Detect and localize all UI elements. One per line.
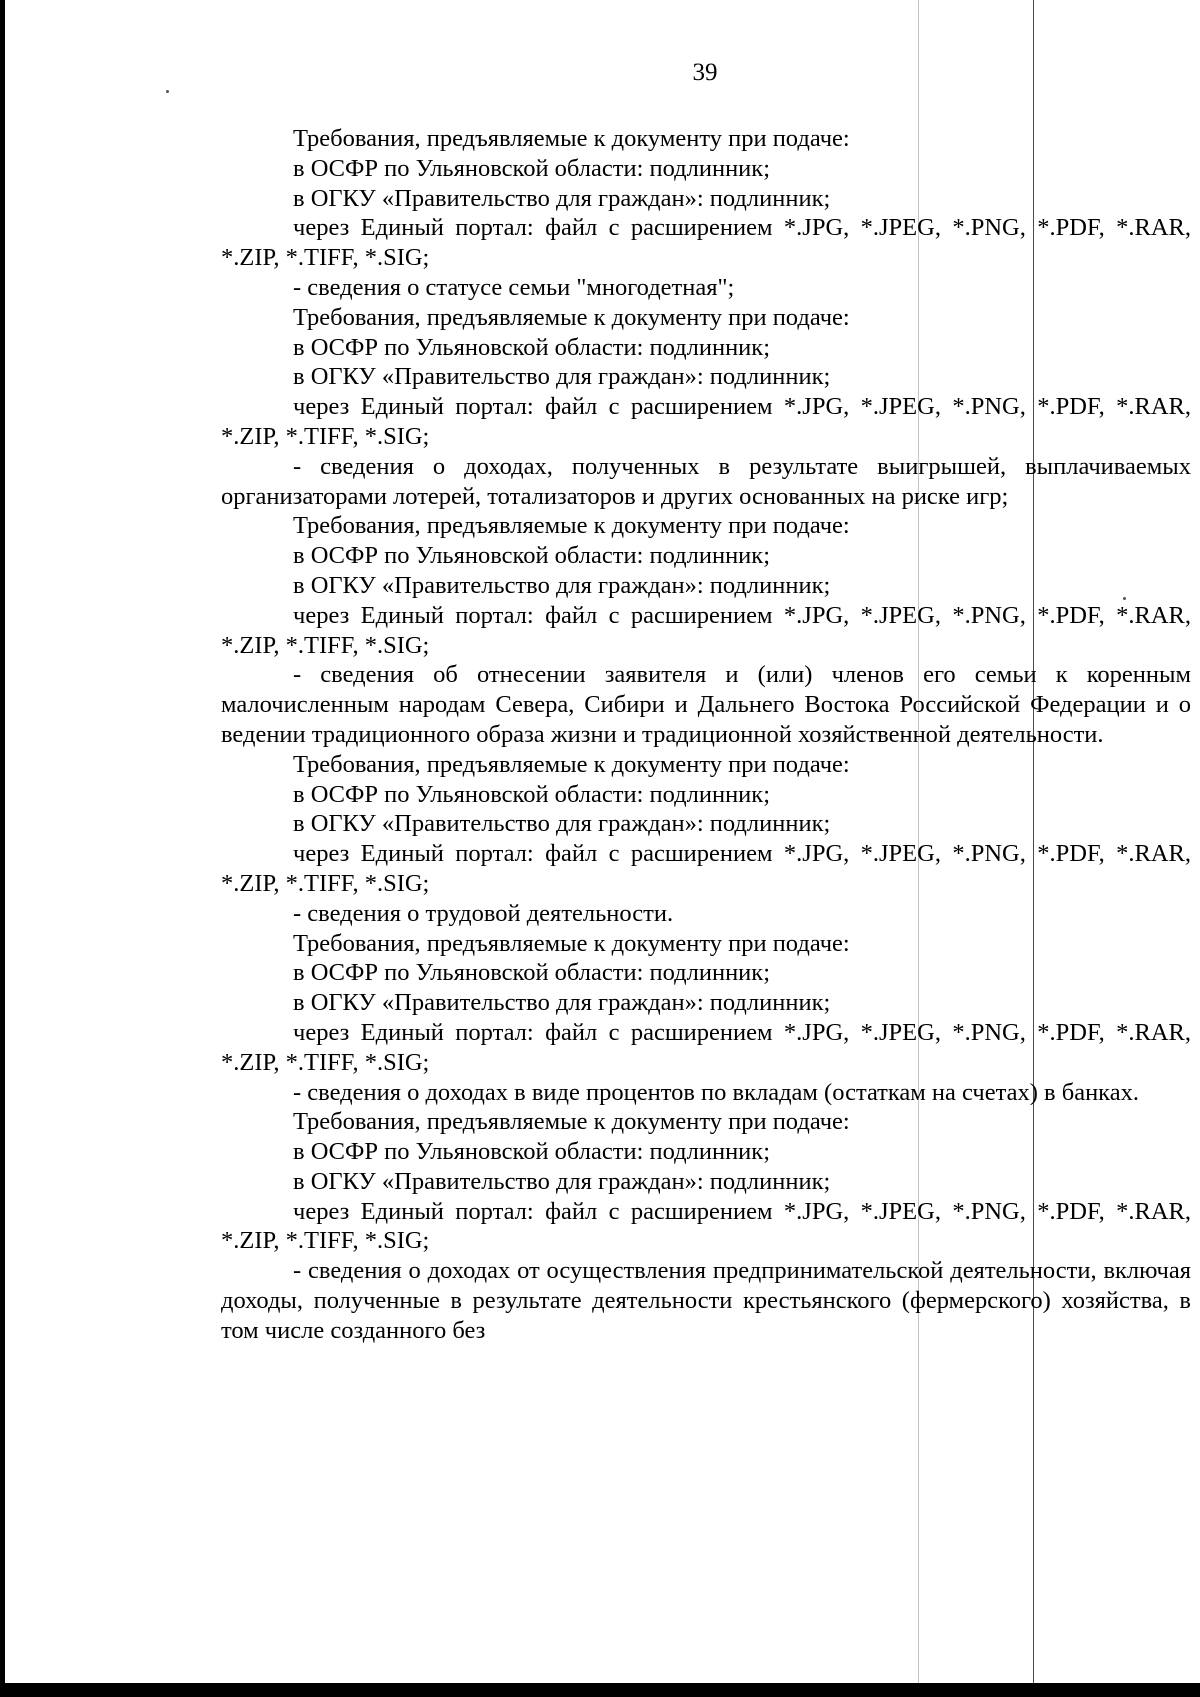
paragraph: через Единый портал: файл с расширением *.JPG, *.JPEG, *.PNG, *.PDF, *.RAR, *.ZIP, *.TIFF, *.SIG; — [221, 214, 1191, 272]
paragraph: Требования, предъявляемые к документу при подаче: — [293, 750, 850, 778]
paragraph: - сведения о доходах, полученных в результате выигрышей, выплачиваемых организаторами лотерей, тотализаторов и других основанных на риске игр; — [221, 452, 1191, 510]
paragraph: - сведения о статусе семьи "многодетная"; — [293, 273, 735, 301]
paragraph: в ОСФР по Ульяновской области: подлинник; — [293, 333, 771, 361]
paragraph: Требования, предъявляемые к документу при подаче: — [293, 1108, 850, 1136]
paragraph: Требования, предъявляемые к документу при подаче: — [293, 512, 850, 540]
paragraph: Требования, предъявляемые к документу при подаче: — [293, 929, 850, 957]
paragraph: через Единый портал: файл с расширением *.JPG, *.JPEG, *.PNG, *.PDF, *.RAR, *.ZIP, *.TIFF, *.SIG; — [221, 601, 1191, 659]
scan-left-border — [0, 0, 5, 1697]
scan-bottom-border — [0, 1683, 1200, 1697]
document-body — [221, 124, 1191, 1346]
paragraph: в ОГКУ «Правительство для граждан»: подлинник; — [293, 184, 831, 212]
paragraph: Требования, предъявляемые к документу при подаче: — [293, 303, 850, 331]
paragraph: через Единый портал: файл с расширением *.JPG, *.JPEG, *.PNG, *.PDF, *.RAR, *.ZIP, *.TIFF, *.SIG; — [221, 1197, 1191, 1255]
paragraph: в ОГКУ «Правительство для граждан»: подлинник; — [293, 810, 831, 838]
paragraph: в ОГКУ «Правительство для граждан»: подлинник; — [293, 571, 831, 599]
paragraph: - сведения о доходах в виде процентов по вкладам (остаткам на счетах) в банках. — [293, 1078, 1139, 1106]
paragraph: в ОСФР по Ульяновской области: подлинник; — [293, 154, 771, 182]
paragraph: в ОСФР по Ульяновской области: подлинник; — [293, 780, 771, 808]
scan-speck — [166, 90, 169, 93]
paragraph: через Единый портал: файл с расширением *.JPG, *.JPEG, *.PNG, *.PDF, *.RAR, *.ZIP, *.TIFF, *.SIG; — [221, 1018, 1191, 1076]
paragraph: в ОСФР по Ульяновской области: подлинник; — [293, 959, 771, 987]
paragraph: в ОГКУ «Правительство для граждан»: подлинник; — [293, 1167, 831, 1195]
paragraph: - сведения о доходах от осуществления предпринимательской деятельности, включая доходы, полученные в результате деятельности крестьянского (фермерского) хозяйства, в том числе созданного без — [221, 1257, 1191, 1344]
paragraph: через Единый портал: файл с расширением *.JPG, *.JPEG, *.PNG, *.PDF, *.RAR, *.ZIP, *.TIFF, *.SIG; — [221, 840, 1191, 897]
paragraph: в ОСФР по Ульяновской области: подлинник; — [293, 542, 771, 570]
paragraph: - сведения об отнесении заявителя и (или) членов его семьи к коренным малочисленным народам Севера, Сибири и Дальнего Востока Российской Федерации и о ведении традиционного образа жизни и традиционной хозяйственной деятельности. — [221, 661, 1191, 748]
paragraph: - сведения о трудовой деятельности. — [293, 899, 674, 927]
paragraph: в ОГКУ «Правительство для граждан»: подлинник; — [293, 989, 831, 1017]
paragraph: Требования, предъявляемые к документу при подаче: — [293, 125, 850, 152]
page-number: 39 — [692, 59, 718, 86]
paragraph: в ОСФР по Ульяновской области: подлинник; — [293, 1138, 771, 1166]
paragraph: в ОГКУ «Правительство для граждан»: подлинник; — [293, 363, 831, 391]
paragraph: через Единый портал: файл с расширением *.JPG, *.JPEG, *.PNG, *.PDF, *.RAR, *.ZIP, *.TIFF, *.SIG; — [221, 393, 1191, 450]
